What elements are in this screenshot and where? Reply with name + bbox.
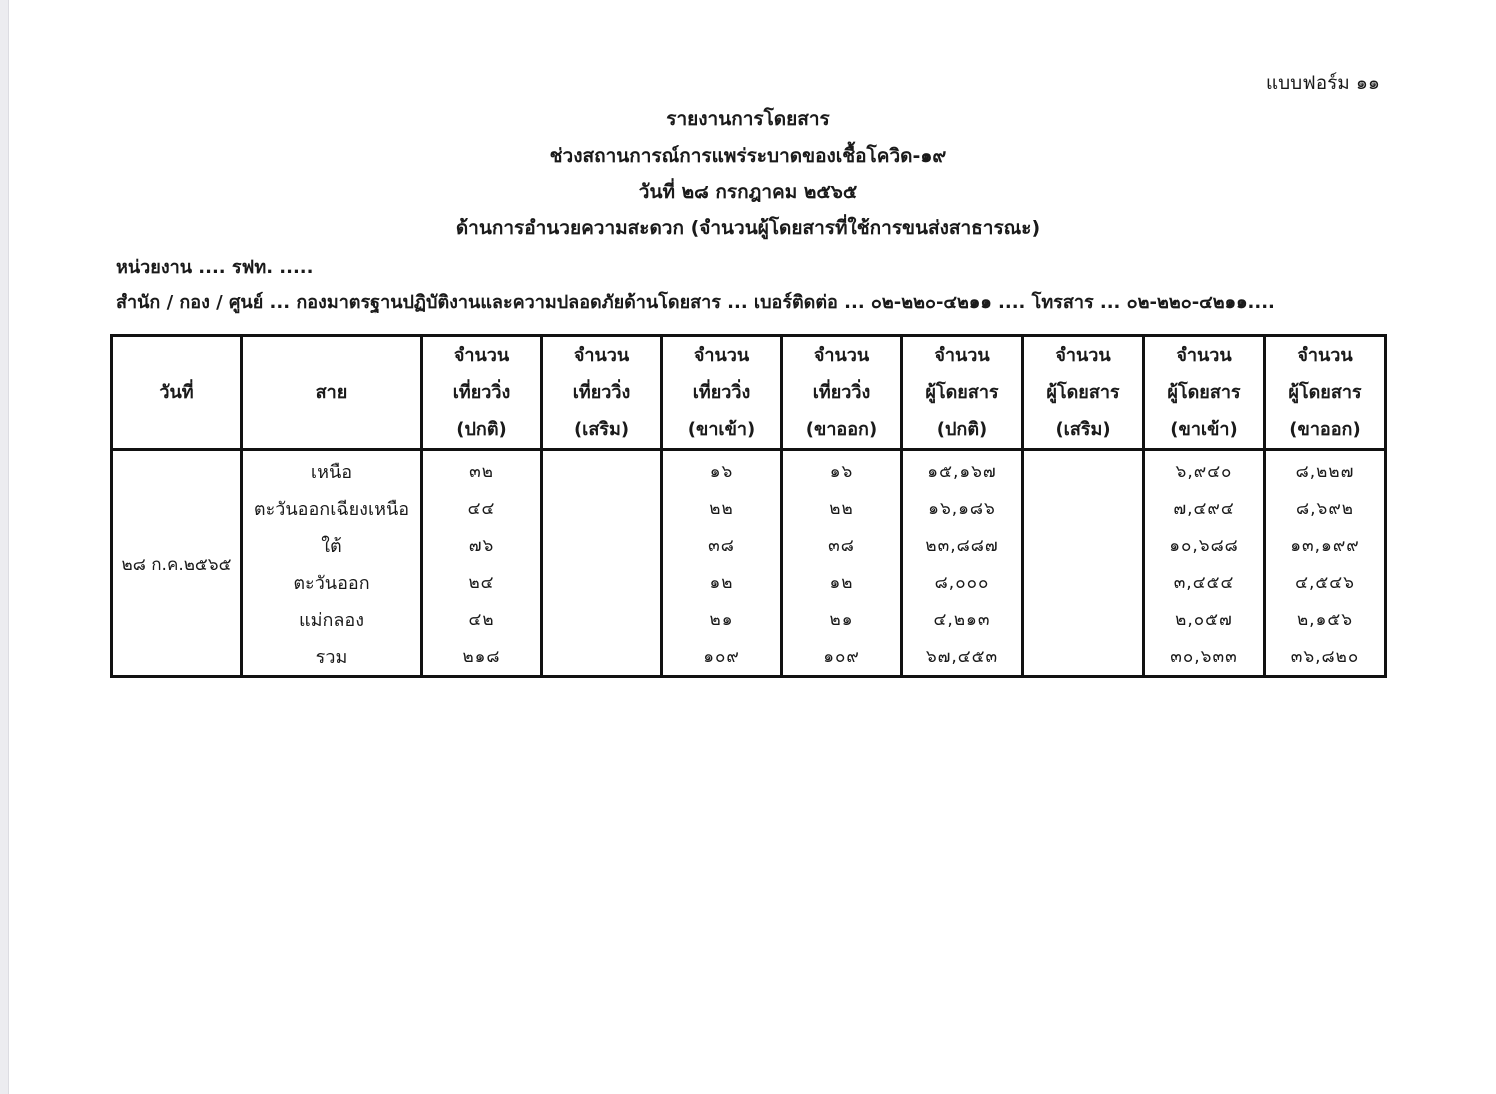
unit-line: หน่วยงาน .... รฟท. ..... xyxy=(116,257,314,278)
trips-extra-cell xyxy=(542,601,662,638)
route-cell: ตะวันออก xyxy=(242,564,422,601)
passengers-normal-cell: ๑๖,๑๘๖ xyxy=(902,490,1023,527)
trips-outbound-cell: ๑๖ xyxy=(782,450,902,491)
trips-inbound-cell: ๓๘ xyxy=(662,527,782,564)
trips-extra-cell xyxy=(542,564,662,601)
trips-extra-total xyxy=(542,638,662,677)
passengers-outbound-cell: ๑๓,๑๙๙ xyxy=(1265,527,1386,564)
trips-inbound-total: ๑๐๙ xyxy=(662,638,782,677)
passengers-inbound-cell: ๗,๔๙๔ xyxy=(1144,490,1265,527)
table-row xyxy=(112,450,1386,491)
trips-outbound-cell: ๒๑ xyxy=(782,601,902,638)
table-total-row xyxy=(112,638,1386,677)
trips-normal-cell: ๔๒ xyxy=(422,601,542,638)
header-trips-normal: จำนวน เที่ยววิ่ง (ปกติ) xyxy=(422,336,542,450)
trips-extra-cell xyxy=(542,490,662,527)
trips-outbound-cell: ๓๘ xyxy=(782,527,902,564)
passengers-normal-total: ๖๗,๔๕๓ xyxy=(902,638,1023,677)
passengers-outbound-cell: ๔,๕๔๖ xyxy=(1265,564,1386,601)
table-row xyxy=(112,564,1386,601)
passengers-inbound-cell: ๒,๐๕๗ xyxy=(1144,601,1265,638)
form-number: แบบฟอร์ม ๑๑ xyxy=(1265,72,1380,94)
passengers-outbound-cell: ๘,๖๙๒ xyxy=(1265,490,1386,527)
table-row xyxy=(112,527,1386,564)
table-row xyxy=(112,490,1386,527)
passengers-normal-cell: ๔,๒๑๓ xyxy=(902,601,1023,638)
trips-inbound-cell: ๑๖ xyxy=(662,450,782,491)
passengers-inbound-cell: ๓,๔๕๔ xyxy=(1144,564,1265,601)
trips-extra-cell xyxy=(542,450,662,491)
header-trips-extra: จำนวน เที่ยววิ่ง (เสริม) xyxy=(542,336,662,450)
route-cell: ใต้ xyxy=(242,527,422,564)
passengers-extra-cell xyxy=(1023,450,1144,491)
route-cell: เหนือ xyxy=(242,450,422,491)
report-date: วันที่ ๒๘ กรกฎาคม ๒๕๖๕ xyxy=(638,181,858,203)
passengers-extra-cell xyxy=(1023,490,1144,527)
header-date: วันที่ xyxy=(112,336,242,450)
passengers-extra-cell xyxy=(1023,564,1144,601)
route-cell: ตะวันออกเฉียงเหนือ xyxy=(242,490,422,527)
passengers-inbound-cell: ๑๐,๖๘๘ xyxy=(1144,527,1265,564)
route-cell: แม่กลอง xyxy=(242,601,422,638)
passengers-normal-cell: ๘,๐๐๐ xyxy=(902,564,1023,601)
trips-outbound-total: ๑๐๙ xyxy=(782,638,902,677)
passengers-outbound-cell: ๘,๒๒๗ xyxy=(1265,450,1386,491)
table-row xyxy=(112,601,1386,638)
trips-outbound-cell: ๒๒ xyxy=(782,490,902,527)
passengers-outbound-total: ๓๖,๘๒๐ xyxy=(1265,638,1386,677)
trips-normal-cell: ๗๖ xyxy=(422,527,542,564)
trips-extra-cell xyxy=(542,527,662,564)
report-category: ด้านการอำนวยความสะดวก (จำนวนผู้โดยสารที่ใช้การขนส่งสาธารณะ) xyxy=(455,217,1041,239)
passengers-inbound-cell: ๖,๙๔๐ xyxy=(1144,450,1265,491)
passenger-report-table xyxy=(110,334,1387,678)
trips-outbound-cell: ๑๒ xyxy=(782,564,902,601)
passengers-normal-cell: ๑๕,๑๖๗ xyxy=(902,450,1023,491)
header-trips-outbound: จำนวน เที่ยววิ่ง (ขาออก) xyxy=(782,336,902,450)
passengers-normal-cell: ๒๓,๘๘๗ xyxy=(902,527,1023,564)
passengers-extra-total xyxy=(1023,638,1144,677)
trips-normal-total: ๒๑๘ xyxy=(422,638,542,677)
report-title: รายงานการโดยสาร xyxy=(666,108,830,130)
trips-inbound-cell: ๒๑ xyxy=(662,601,782,638)
route-cell-total: รวม xyxy=(242,638,422,677)
trips-normal-cell: ๒๔ xyxy=(422,564,542,601)
trips-inbound-cell: ๑๒ xyxy=(662,564,782,601)
report-subtitle-period: ช่วงสถานการณ์การแพร่ระบาดของเชื้อโควิด-๑๙ xyxy=(549,145,947,167)
trips-normal-cell: ๓๒ xyxy=(422,450,542,491)
header-passengers-normal: จำนวน ผู้โดยสาร (ปกติ) xyxy=(902,336,1023,450)
passengers-extra-cell xyxy=(1023,527,1144,564)
passengers-extra-cell xyxy=(1023,601,1144,638)
header-passengers-inbound: จำนวน ผู้โดยสาร (ขาเข้า) xyxy=(1144,336,1265,450)
passengers-inbound-total: ๓๐,๖๓๓ xyxy=(1144,638,1265,677)
table-header-row xyxy=(112,336,1386,450)
header-passengers-extra: จำนวน ผู้โดยสาร (เสริม) xyxy=(1023,336,1144,450)
trips-normal-cell: ๔๔ xyxy=(422,490,542,527)
header-trips-inbound: จำนวน เที่ยววิ่ง (ขาเข้า) xyxy=(662,336,782,450)
office-contact-line: สำนัก / กอง / ศูนย์ ... กองมาตรฐานปฏิบัติงานและความปลอดภัยด้านโดยสาร ... เบอร์ติดต่อ ... ๐๒-๒๒๐-๔๒๑๑ .... โทรสาร ... ๐๒-๒๒๐-๔๒๑๑.... xyxy=(116,292,1275,313)
header-route: สาย xyxy=(242,336,422,450)
header-passengers-outbound: จำนวน ผู้โดยสาร (ขาออก) xyxy=(1265,336,1386,450)
trips-inbound-cell: ๒๒ xyxy=(662,490,782,527)
passengers-outbound-cell: ๒,๑๕๖ xyxy=(1265,601,1386,638)
date-cell: ๒๘ ก.ค.๒๕๖๕ xyxy=(112,450,242,677)
